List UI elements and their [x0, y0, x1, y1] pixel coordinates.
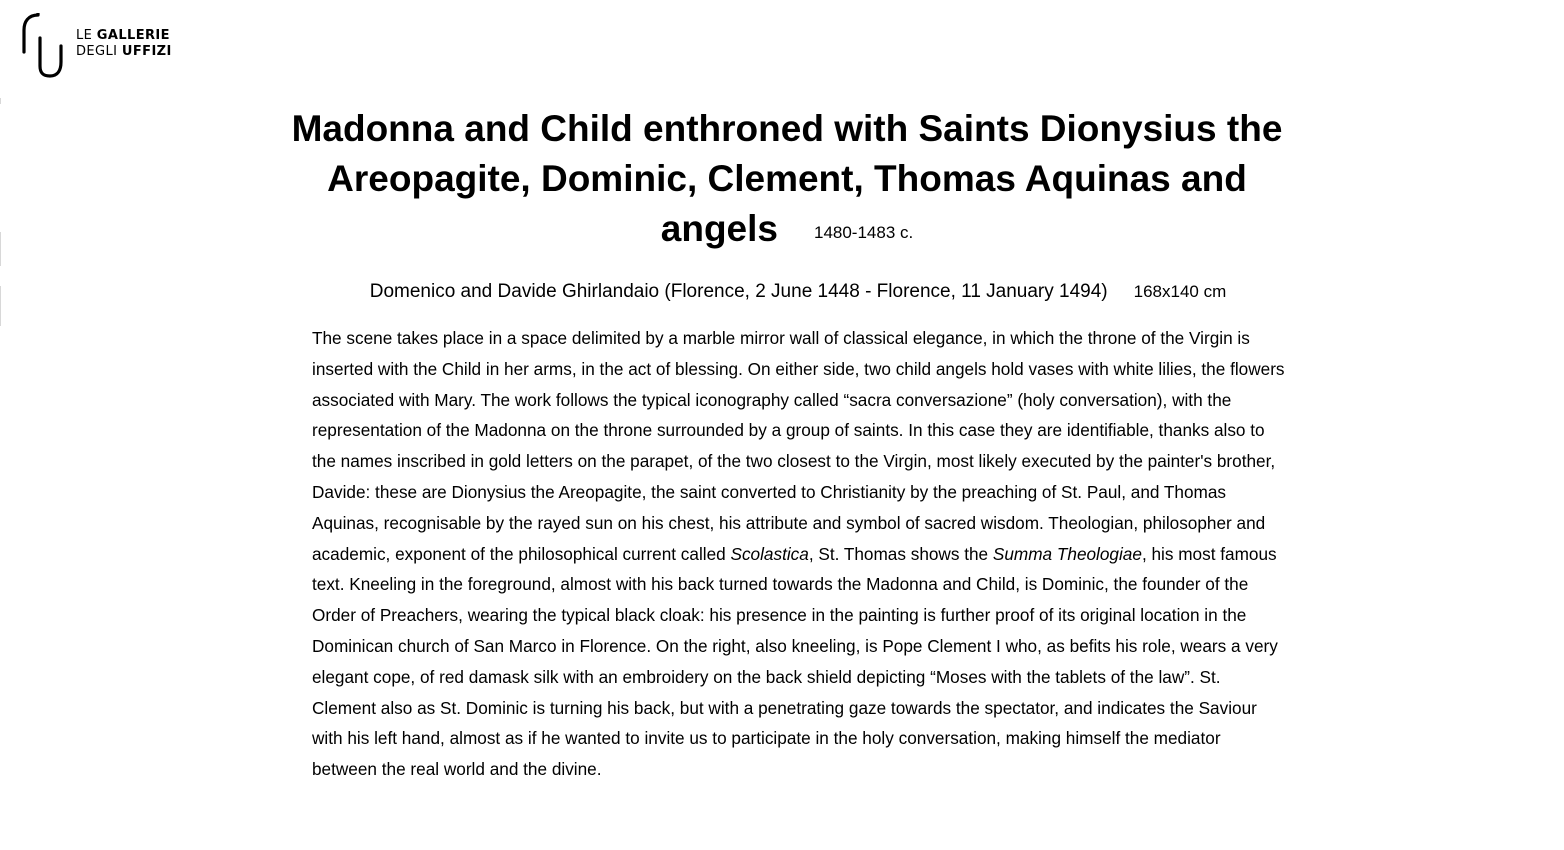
- logo-line-1: [76, 28, 172, 44]
- artwork-title: Madonna and Child enthroned with Saints Dionysius the Areopagite, Dominic, Clement, Thomas Aquinas and angels: [291, 108, 1283, 249]
- description-part-3: , his most famous text. Kneeling in the foreground, almost with his back turned towards the Madonna and Child, is Dominic, the founder of the Order of Preachers, wearing the typical black cloak: his presence in the painting is further proof of its original location in the Dominican church of San Marco in Florence. On the right, also kneeling, is Pope Clement I who, as befits his role, wears a very elegant cope, of red damask silk with an embroidery on the back shield depicting “Moses with the tablets of the law”. St. Clement also as St. Dominic is turning his back, but with a penetrating gaze towards the spectator, and indicates the Saviour with his left hand, almost as if he wanted to invite us to participate in the holy conversation, making himself the mediator between the real world and the divine.: [312, 543, 1278, 780]
- logo-line-2: [76, 44, 172, 60]
- artwork-author: Domenico and Davide Ghirlandaio (Florence, 2 June 1448 - Florence, 11 January 1494): [369, 281, 1108, 302]
- description-part-2: , St. Thomas shows the: [808, 543, 993, 564]
- artwork-dimensions: 168x140 cm: [1133, 282, 1227, 301]
- title-block: [270, 104, 1304, 254]
- description-part-1: The scene takes place in a space delimited by a marble mirror wall of classical elegance, in which the throne of the Virgin is inserted with the Child in her arms, in the act of blessing. On either side, two child angels hold vases with white lilies, the flowers associated with Mary. The work follows the typical iconography called “sacra conversazione” (holy conversation), with the representation of the Madonna on the throne surrounded by a group of saints. In this case they are identifiable, thanks also to the names inscribed in gold letters on the parapet, of the two closest to the Virgin, most likely executed by the painter's brother, Davide: these are Dionysius the Areopagite, the saint converted to Christianity by the preaching of St. Paul, and Thomas Aquinas, recognisable by the rayed sun on his chest, his attribute and symbol of sacred wisdom. Theologian, philosopher and academic, exponent of the philosophical current called: [312, 328, 1285, 564]
- uffizi-logo-icon: [20, 12, 66, 78]
- uffizi-logo-link[interactable]: [20, 12, 172, 78]
- left-edge-mark-2: [0, 232, 1, 266]
- artwork-description: [312, 323, 1287, 785]
- author-line: [312, 281, 1284, 303]
- description-italic-scolastica: Scolastica: [730, 543, 809, 564]
- left-edge-mark-3: [0, 286, 1, 326]
- logo-wordmark: [76, 28, 172, 60]
- artwork-date: 1480-1483 c.: [813, 223, 914, 242]
- logo-le: LE: [76, 28, 97, 43]
- description-italic-summa: Summa Theologiae: [992, 543, 1142, 564]
- logo-gallerie: GALLERIE: [96, 28, 170, 43]
- left-edge-mark-1: [0, 98, 1, 104]
- logo-degli: DEGLI: [76, 44, 122, 59]
- logo-uffizi: UFFIZI: [121, 44, 172, 59]
